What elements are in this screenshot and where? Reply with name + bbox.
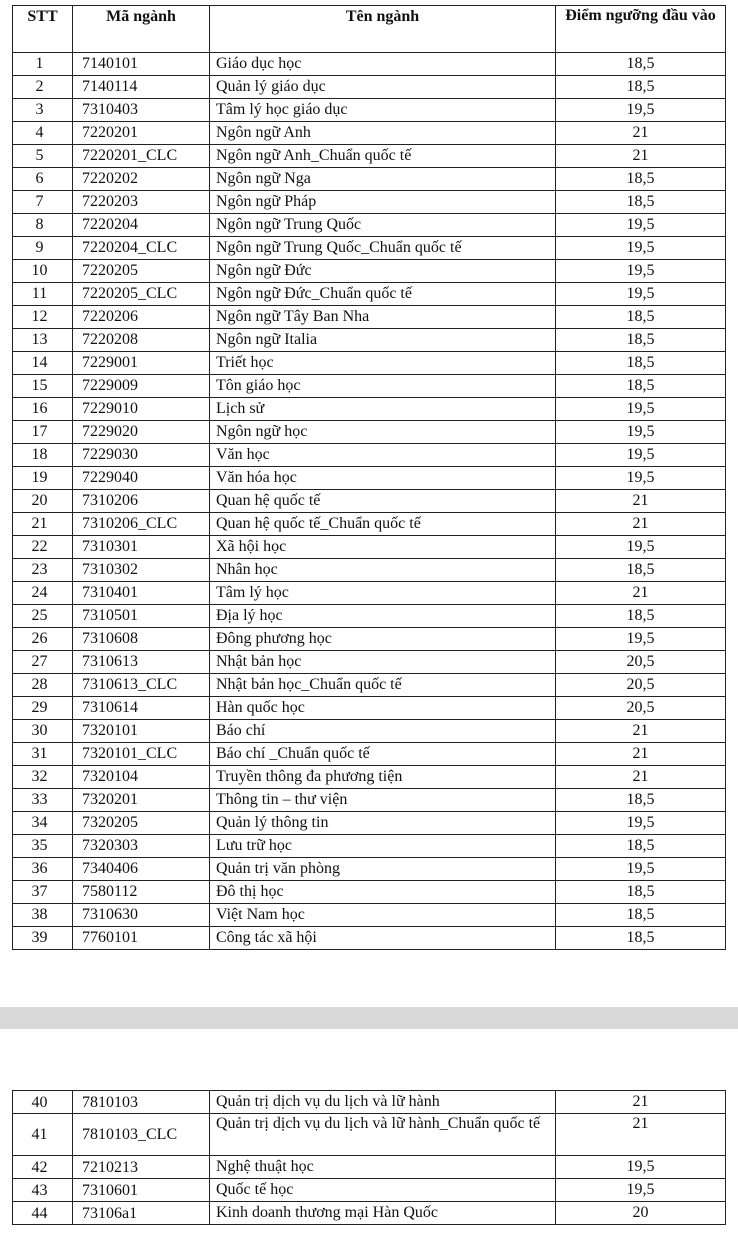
cell-name: Quản trị dịch vụ du lịch và lữ hành xyxy=(210,1091,556,1114)
cell-name: Ngôn ngữ Tây Ban Nha xyxy=(210,306,556,329)
cell-name: Địa lý học xyxy=(210,605,556,628)
cell-name: Đô thị học xyxy=(210,881,556,904)
table-row xyxy=(13,76,726,99)
cell-stt: 43 xyxy=(13,1179,73,1202)
cell-stt: 30 xyxy=(13,720,73,743)
table-row xyxy=(13,283,726,306)
cell-name: Nghệ thuật học xyxy=(210,1156,556,1179)
cell-stt: 23 xyxy=(13,559,73,582)
table-row xyxy=(13,697,726,720)
cell-score: 18,5 xyxy=(556,605,726,628)
cell-code: 7310608 xyxy=(73,628,210,651)
cell-name: Triết học xyxy=(210,352,556,375)
table-row xyxy=(13,191,726,214)
cell-score: 19,5 xyxy=(556,812,726,835)
cell-stt: 10 xyxy=(13,260,73,283)
cell-code: 7229030 xyxy=(73,444,210,467)
cell-code: 7210213 xyxy=(73,1156,210,1179)
table-row xyxy=(13,329,726,352)
cell-code: 7229040 xyxy=(73,467,210,490)
cell-stt: 11 xyxy=(13,283,73,306)
cell-score: 20 xyxy=(556,1202,726,1225)
cell-name: Quốc tế học xyxy=(210,1179,556,1202)
table-row xyxy=(13,927,726,950)
cell-score: 20,5 xyxy=(556,674,726,697)
cell-score: 18,5 xyxy=(556,904,726,927)
cell-name: Báo chí _Chuẩn quốc tế xyxy=(210,743,556,766)
cell-code: 7320205 xyxy=(73,812,210,835)
cell-code: 7310401 xyxy=(73,582,210,605)
cell-code: 7310403 xyxy=(73,99,210,122)
cell-stt: 5 xyxy=(13,145,73,168)
cell-name: Ngôn ngữ Đức_Chuẩn quốc tế xyxy=(210,283,556,306)
table-row xyxy=(13,122,726,145)
cell-stt: 12 xyxy=(13,306,73,329)
cell-stt: 3 xyxy=(13,99,73,122)
cell-stt: 29 xyxy=(13,697,73,720)
cell-score: 21 xyxy=(556,513,726,536)
cell-stt: 39 xyxy=(13,927,73,950)
table-row xyxy=(13,766,726,789)
cell-code: 7810103 xyxy=(73,1091,210,1114)
cell-score: 21 xyxy=(556,1114,726,1156)
cell-name: Việt Nam học xyxy=(210,904,556,927)
cell-score: 19,5 xyxy=(556,444,726,467)
cell-name: Quan hệ quốc tế_Chuẩn quốc tế xyxy=(210,513,556,536)
cell-code: 7220201_CLC xyxy=(73,145,210,168)
cell-score: 19,5 xyxy=(556,467,726,490)
cell-name: Ngôn ngữ Trung Quốc_Chuẩn quốc tế xyxy=(210,237,556,260)
cell-score: 18,5 xyxy=(556,352,726,375)
table-row xyxy=(13,352,726,375)
cell-stt: 37 xyxy=(13,881,73,904)
cell-code: 7320101 xyxy=(73,720,210,743)
cell-code: 7310630 xyxy=(73,904,210,927)
cell-stt: 22 xyxy=(13,536,73,559)
admission-score-table xyxy=(12,5,726,950)
cell-score: 19,5 xyxy=(556,536,726,559)
cell-stt: 17 xyxy=(13,421,73,444)
cell-code: 7229010 xyxy=(73,398,210,421)
cell-name: Ngôn ngữ học xyxy=(210,421,556,444)
cell-code: 7320101_CLC xyxy=(73,743,210,766)
cell-name: Ngôn ngữ Italia xyxy=(210,329,556,352)
cell-name: Quản lý giáo dục xyxy=(210,76,556,99)
cell-code: 7310206_CLC xyxy=(73,513,210,536)
cell-name: Lịch sử xyxy=(210,398,556,421)
cell-code: 7220201 xyxy=(73,122,210,145)
cell-name: Quản trị dịch vụ du lịch và lữ hành_Chuẩn quốc tế xyxy=(210,1114,556,1156)
cell-code: 73106a1 xyxy=(73,1202,210,1225)
cell-code: 7229020 xyxy=(73,421,210,444)
table-row xyxy=(13,467,726,490)
table-row xyxy=(13,444,726,467)
cell-stt: 16 xyxy=(13,398,73,421)
cell-score: 18,5 xyxy=(556,306,726,329)
cell-score: 18,5 xyxy=(556,375,726,398)
table-row xyxy=(13,99,726,122)
cell-stt: 33 xyxy=(13,789,73,812)
table-row xyxy=(13,835,726,858)
cell-code: 7310302 xyxy=(73,559,210,582)
cell-score: 21 xyxy=(556,743,726,766)
cell-stt: 1 xyxy=(13,53,73,76)
table-row xyxy=(13,513,726,536)
cell-name: Lưu trữ học xyxy=(210,835,556,858)
cell-stt: 26 xyxy=(13,628,73,651)
cell-stt: 6 xyxy=(13,168,73,191)
table-row xyxy=(13,858,726,881)
cell-name: Ngôn ngữ Đức xyxy=(210,260,556,283)
table-row xyxy=(13,605,726,628)
table-row xyxy=(13,306,726,329)
table-row xyxy=(13,789,726,812)
cell-score: 18,5 xyxy=(556,168,726,191)
cell-code: 7320303 xyxy=(73,835,210,858)
cell-code: 7310301 xyxy=(73,536,210,559)
table-row xyxy=(13,237,726,260)
cell-name: Tôn giáo học xyxy=(210,375,556,398)
table-row xyxy=(13,1114,726,1156)
cell-code: 7220205_CLC xyxy=(73,283,210,306)
cell-stt: 7 xyxy=(13,191,73,214)
table-row xyxy=(13,168,726,191)
cell-code: 7310613_CLC xyxy=(73,674,210,697)
cell-name: Văn học xyxy=(210,444,556,467)
header-stt: STT xyxy=(13,6,73,53)
cell-name: Công tác xã hội xyxy=(210,927,556,950)
cell-stt: 24 xyxy=(13,582,73,605)
cell-code: 7810103_CLC xyxy=(73,1114,210,1156)
cell-code: 7320104 xyxy=(73,766,210,789)
table-row xyxy=(13,674,726,697)
cell-name: Xã hội học xyxy=(210,536,556,559)
cell-code: 7760101 xyxy=(73,927,210,950)
cell-stt: 34 xyxy=(13,812,73,835)
cell-score: 19,5 xyxy=(556,421,726,444)
cell-stt: 2 xyxy=(13,76,73,99)
cell-score: 19,5 xyxy=(556,628,726,651)
table-row xyxy=(13,214,726,237)
cell-score: 19,5 xyxy=(556,1156,726,1179)
cell-name: Quản lý thông tin xyxy=(210,812,556,835)
cell-score: 18,5 xyxy=(556,329,726,352)
cell-score: 18,5 xyxy=(556,835,726,858)
cell-name: Ngôn ngữ Pháp xyxy=(210,191,556,214)
cell-stt: 8 xyxy=(13,214,73,237)
cell-name: Truyền thông đa phương tiện xyxy=(210,766,556,789)
header-name: Tên ngành xyxy=(210,6,556,53)
cell-code: 7229001 xyxy=(73,352,210,375)
cell-code: 7310501 xyxy=(73,605,210,628)
cell-score: 21 xyxy=(556,122,726,145)
cell-score: 19,5 xyxy=(556,858,726,881)
cell-stt: 36 xyxy=(13,858,73,881)
cell-name: Ngôn ngữ Nga xyxy=(210,168,556,191)
cell-name: Đông phương học xyxy=(210,628,556,651)
cell-score: 21 xyxy=(556,766,726,789)
cell-score: 18,5 xyxy=(556,789,726,812)
cell-stt: 42 xyxy=(13,1156,73,1179)
cell-stt: 9 xyxy=(13,237,73,260)
cell-name: Nhân học xyxy=(210,559,556,582)
table-header-row xyxy=(13,6,726,53)
cell-stt: 27 xyxy=(13,651,73,674)
cell-name: Thông tin – thư viện xyxy=(210,789,556,812)
table-row xyxy=(13,1091,726,1114)
cell-code: 7220208 xyxy=(73,329,210,352)
cell-name: Nhật bản học_Chuẩn quốc tế xyxy=(210,674,556,697)
cell-score: 21 xyxy=(556,720,726,743)
table-row xyxy=(13,145,726,168)
cell-stt: 18 xyxy=(13,444,73,467)
cell-code: 7580112 xyxy=(73,881,210,904)
cell-code: 7220203 xyxy=(73,191,210,214)
table-row xyxy=(13,812,726,835)
table-row xyxy=(13,582,726,605)
page-separator xyxy=(0,1007,738,1029)
cell-score: 18,5 xyxy=(556,76,726,99)
cell-code: 7220204 xyxy=(73,214,210,237)
table-row xyxy=(13,1202,726,1225)
cell-code: 7220206 xyxy=(73,306,210,329)
cell-stt: 28 xyxy=(13,674,73,697)
cell-code: 7220202 xyxy=(73,168,210,191)
header-score: Điểm ngưỡng đầu vào xyxy=(556,6,726,53)
cell-stt: 25 xyxy=(13,605,73,628)
cell-stt: 4 xyxy=(13,122,73,145)
cell-score: 19,5 xyxy=(556,1179,726,1202)
cell-code: 7229009 xyxy=(73,375,210,398)
cell-code: 7220204_CLC xyxy=(73,237,210,260)
cell-score: 19,5 xyxy=(556,99,726,122)
cell-name: Quan hệ quốc tế xyxy=(210,490,556,513)
cell-name: Tâm lý học giáo dục xyxy=(210,99,556,122)
table-row xyxy=(13,398,726,421)
cell-score: 20,5 xyxy=(556,651,726,674)
table-row xyxy=(13,53,726,76)
cell-code: 7310601 xyxy=(73,1179,210,1202)
cell-score: 18,5 xyxy=(556,191,726,214)
table-row xyxy=(13,651,726,674)
cell-name: Báo chí xyxy=(210,720,556,743)
cell-code: 7310206 xyxy=(73,490,210,513)
cell-name: Kinh doanh thương mại Hàn Quốc xyxy=(210,1202,556,1225)
cell-stt: 41 xyxy=(13,1114,73,1156)
table-row xyxy=(13,421,726,444)
cell-score: 18,5 xyxy=(556,53,726,76)
cell-code: 7320201 xyxy=(73,789,210,812)
cell-stt: 20 xyxy=(13,490,73,513)
cell-score: 19,5 xyxy=(556,237,726,260)
cell-stt: 35 xyxy=(13,835,73,858)
cell-code: 7310613 xyxy=(73,651,210,674)
cell-name: Tâm lý học xyxy=(210,582,556,605)
cell-name: Ngôn ngữ Anh xyxy=(210,122,556,145)
cell-name: Quản trị văn phòng xyxy=(210,858,556,881)
cell-name: Ngôn ngữ Trung Quốc xyxy=(210,214,556,237)
cell-score: 21 xyxy=(556,1091,726,1114)
cell-score: 19,5 xyxy=(556,283,726,306)
table-row xyxy=(13,375,726,398)
cell-score: 19,5 xyxy=(556,214,726,237)
cell-name: Văn hóa học xyxy=(210,467,556,490)
cell-name: Hàn quốc học xyxy=(210,697,556,720)
table-row xyxy=(13,628,726,651)
table-row xyxy=(13,536,726,559)
table-row xyxy=(13,881,726,904)
cell-stt: 31 xyxy=(13,743,73,766)
table-row xyxy=(13,1156,726,1179)
cell-stt: 13 xyxy=(13,329,73,352)
cell-score: 21 xyxy=(556,582,726,605)
cell-stt: 38 xyxy=(13,904,73,927)
cell-score: 18,5 xyxy=(556,559,726,582)
admission-score-table-continued xyxy=(12,1090,726,1225)
cell-stt: 15 xyxy=(13,375,73,398)
cell-stt: 40 xyxy=(13,1091,73,1114)
table-row xyxy=(13,490,726,513)
cell-score: 19,5 xyxy=(556,398,726,421)
table-row xyxy=(13,1179,726,1202)
cell-code: 7140114 xyxy=(73,76,210,99)
table-body xyxy=(13,53,726,950)
cell-score: 18,5 xyxy=(556,881,726,904)
cell-score: 20,5 xyxy=(556,697,726,720)
cell-stt: 19 xyxy=(13,467,73,490)
table-row xyxy=(13,720,726,743)
table-row xyxy=(13,260,726,283)
cell-stt: 14 xyxy=(13,352,73,375)
table-row xyxy=(13,743,726,766)
cell-code: 7220205 xyxy=(73,260,210,283)
cell-code: 7340406 xyxy=(73,858,210,881)
cell-stt: 44 xyxy=(13,1202,73,1225)
cell-score: 19,5 xyxy=(556,260,726,283)
cell-score: 21 xyxy=(556,145,726,168)
table-row xyxy=(13,559,726,582)
cell-stt: 32 xyxy=(13,766,73,789)
table-row xyxy=(13,904,726,927)
cell-name: Giáo dục học xyxy=(210,53,556,76)
cell-score: 18,5 xyxy=(556,927,726,950)
table-body-continued xyxy=(13,1091,726,1225)
cell-name: Nhật bản học xyxy=(210,651,556,674)
cell-score: 21 xyxy=(556,490,726,513)
header-code: Mã ngành xyxy=(73,6,210,53)
cell-name: Ngôn ngữ Anh_Chuẩn quốc tế xyxy=(210,145,556,168)
cell-code: 7310614 xyxy=(73,697,210,720)
cell-stt: 21 xyxy=(13,513,73,536)
cell-code: 7140101 xyxy=(73,53,210,76)
